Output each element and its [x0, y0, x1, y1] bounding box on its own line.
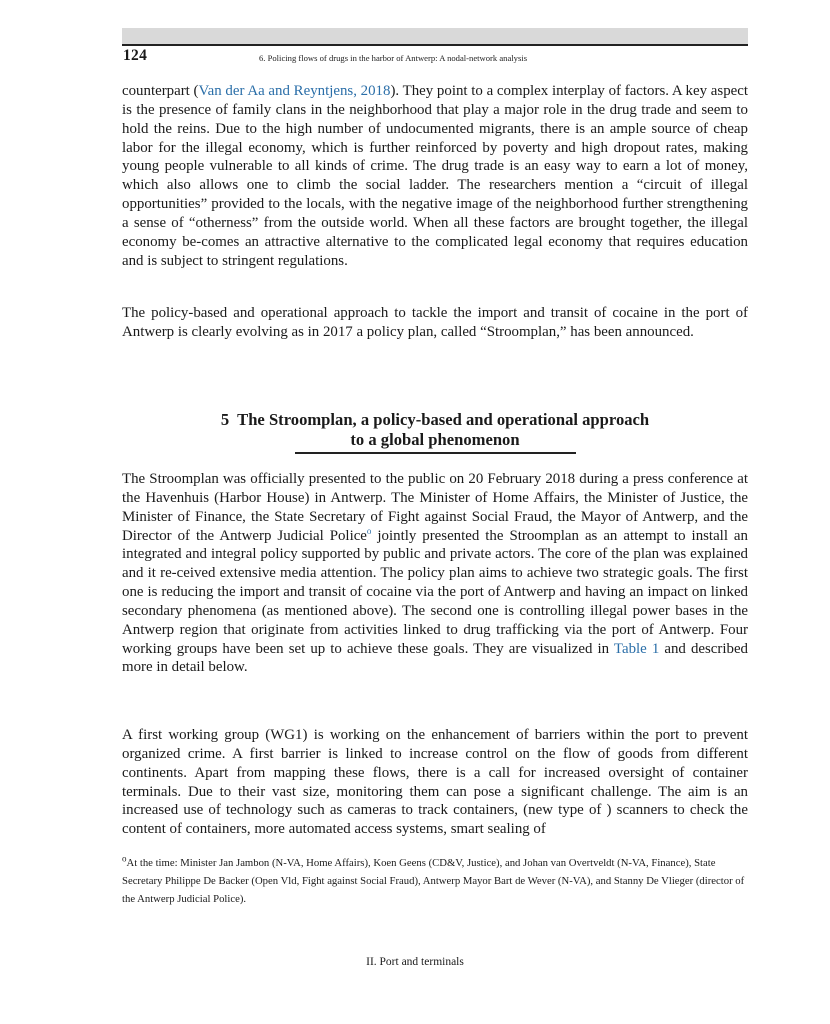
paragraph-clans-pre: counterpart (	[122, 83, 199, 99]
paragraph-stroomplan-post: and described more in detail below.	[122, 640, 749, 676]
heading-rule	[295, 452, 576, 454]
footnote-marker-link[interactable]: o	[366, 525, 372, 536]
paragraph-clans	[122, 82, 748, 270]
paragraph-clans-post: ). They point to a complex interplay of factors. A key aspect is the presence of family clans in the neighborhood that play a major role in the drug trade and seem to hold the reins. Due to the high number of undocumented migrants, there is an ample source of cheap labor for the illegal economy, which is further reinforced by poverty and high dropout rates, making young people vulnerable to all kinds of crime. The drug trade is an easy way to earn a lot of money, which also allows one to climb the social ladder. The researchers mention a “circuit of illegal opportunities” provided to the locals, with the negative image of the neighborhood further strengthening a sense of “otherness” from the outside world. When all these factors are brought together, the illegal economy be-comes an attractive alternative to the complicated legal economy that requires education and is subject to stringent regulations.	[122, 83, 748, 269]
header-rule	[122, 44, 748, 46]
section-title-line1: The Stroomplan, a policy-based and operational approach	[237, 410, 650, 429]
section-title-line2: to a global phenomenon	[350, 430, 520, 449]
paragraph-stroomplan	[122, 470, 748, 677]
footnote-marker: o	[122, 853, 127, 864]
citation-link[interactable]: Van der Aa and Reyntjens, 2018	[198, 83, 391, 99]
running-title: 6. Policing flows of drugs in the harbor of Antwerp: A nodal-network analysis	[259, 53, 528, 63]
footer-part-title: II. Port and terminals	[366, 956, 464, 968]
paragraph-stroomplan-mid: jointly presented the Stroomplan as an attempt to install an integrated and integral policy supported by public and private actors. The core of the plan was explained and it re-ceived extensive media attention. The policy plan aims to achieve two strategic goals. The first one is reducing the import and transit of cocaine via the port of Antwerp and having an impact on linked secondary phenomena (as mentioned above). The second one is controlling illegal power bases in the Antwerp region that originate from activities linked to drug trafficking via the port of Antwerp. Four working groups have been set up to achieve these goals. They are visualized in	[122, 527, 748, 657]
paragraph-wg1: A first working group (WG1) is working on the enhancement of barriers within the port to prevent organized crime. A first barrier is linked to increase control on the flow of goods from different continents. Apart from mapping these flows, there is a call for increased oversight of container terminals. Due to their vast size, monitoring them can pose a significant challenge. The aim is an increased use of technology such as cameras to track containers, (new type of ) scanners to check the content of containers, more automated access systems, smart sealing of	[122, 727, 748, 838]
section-heading	[122, 410, 748, 450]
section-number: 5	[220, 410, 230, 429]
table-link[interactable]: Table 1	[613, 640, 660, 657]
paragraph-policy: The policy-based and operational approach to tackle the import and transit of cocaine in the port of Antwerp is clearly evolving as in 2017 a policy plan, called “Stroomplan,” has been announced.	[122, 305, 748, 340]
footnote-text: At the time: Minister Jan Jambon (N-VA, Home Affairs), Koen Geens (CD&V, Justice), and Johan van Overtveldt (N-VA, Finance), State Secretary Philippe De Backer (Open Vld, Fight against Social Fraud), Antwerp Mayor Bart de Wever (N-VA), and Stanny De Vlieger (director of the Antwerp Judicial Police).	[122, 857, 745, 906]
paragraph-stroomplan-pre: The Stroomplan was officially presented to the public on 20 February 2018 during a press conference at the Havenhuis (Harbor House) in Antwerp. The Minister of Home Affairs, the Minister of Justice, the Minister of Finance, the State Secretary of Fight against Social Fraud, the Mayor of Antwerp, and the Director of the Antwerp Judicial Police	[122, 471, 748, 544]
footnote	[122, 854, 748, 908]
page-number: 124	[123, 47, 148, 64]
header-band	[122, 28, 748, 44]
